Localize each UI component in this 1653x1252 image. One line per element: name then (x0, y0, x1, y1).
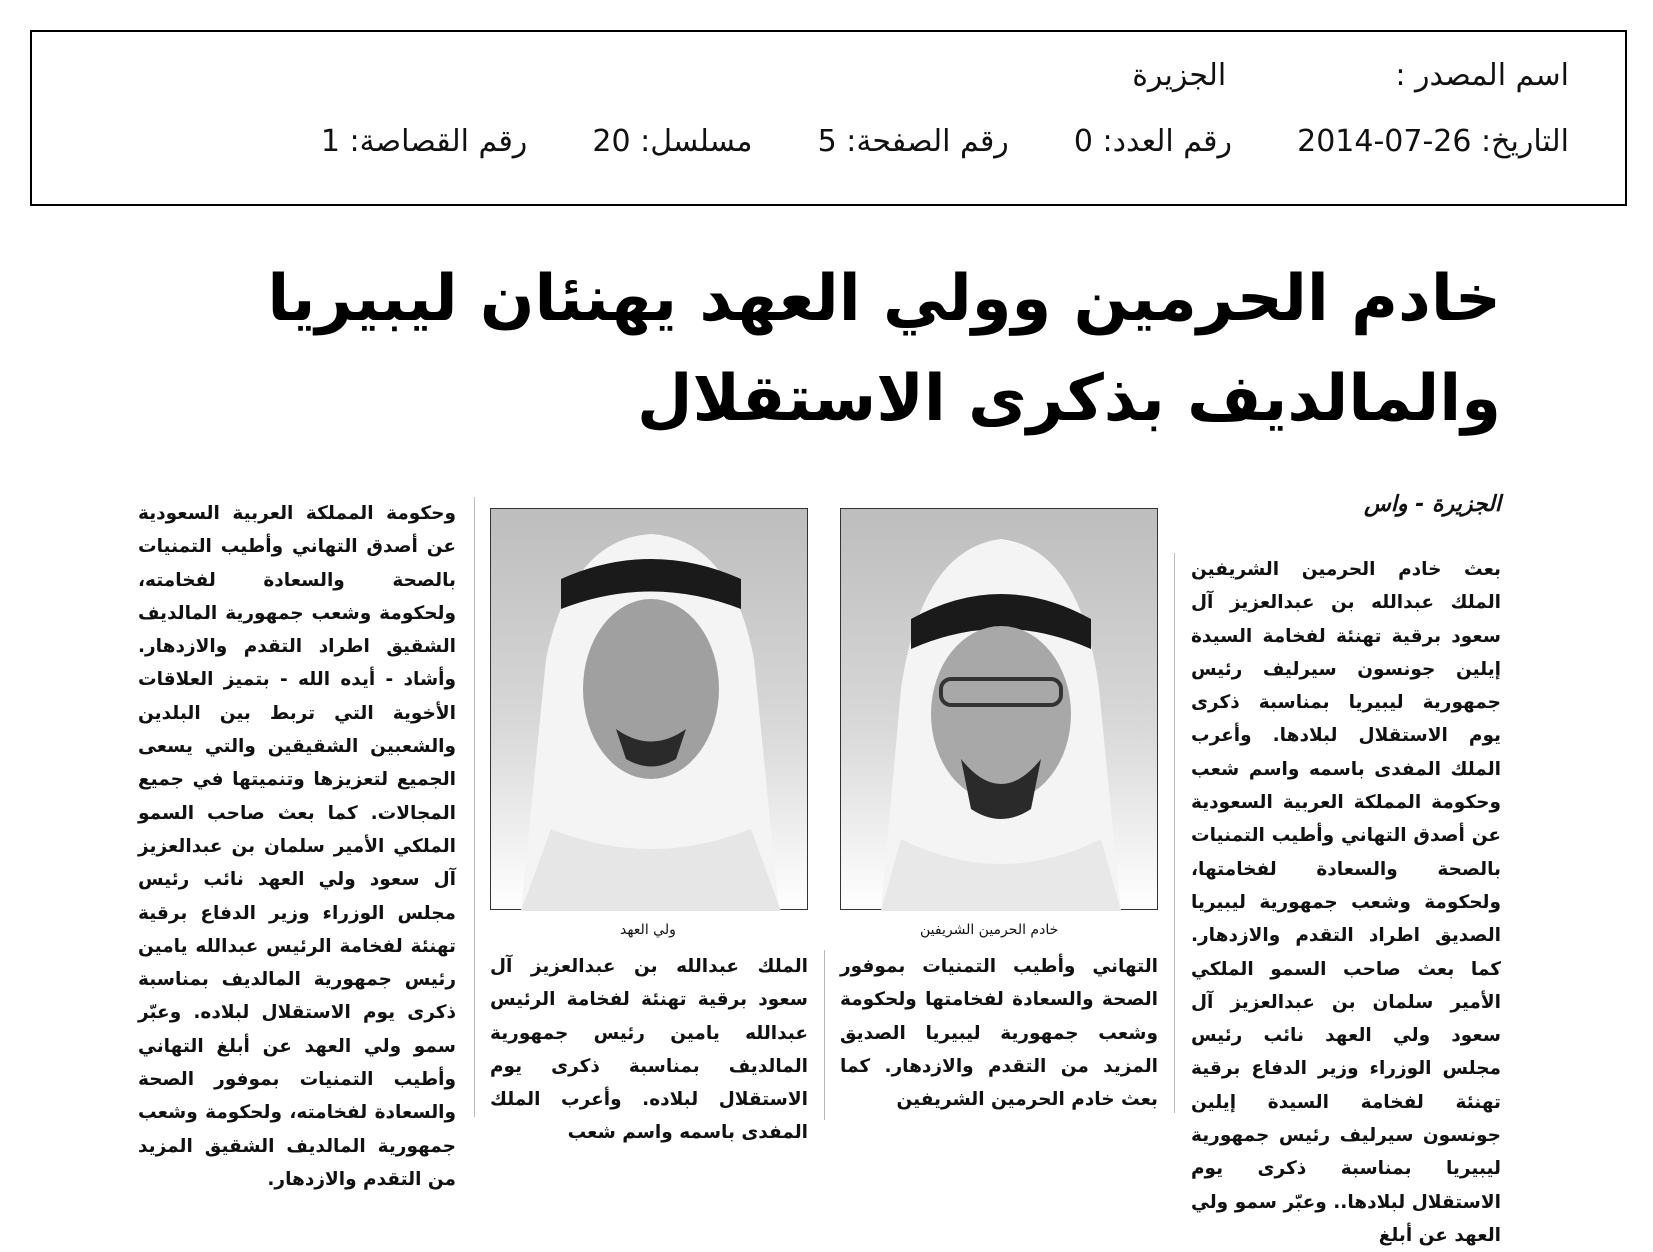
issue-value: 0 (1073, 124, 1093, 159)
page-label: رقم الصفحة: (846, 124, 1009, 159)
column-rule (1174, 553, 1175, 1113)
source-line (1132, 58, 1569, 93)
king-photo (840, 508, 1158, 910)
serial-value: 20 (592, 124, 631, 159)
portrait-king-image (841, 509, 1159, 911)
date-value: 2014-07-26 (1297, 124, 1472, 159)
king-photo-caption: خادم الحرمين الشريفين (920, 922, 1059, 938)
date-label: التاريخ: (1481, 124, 1569, 159)
crown-prince-photo (490, 508, 808, 910)
article-column-4: وحكومة المملكة العربية السعودية عن أصدق التهاني وأطيب التمنيات بالصحة والسعادة لفخامته، ولحكومة وشعب جمهورية المالديف الشقيق اطراد التقدم والازدهار. وأشاد - أيده الله - بتميز العلاقات الأخوية التي تربط بين البلدين والشعبين الشقيقين والتي يسعى الجميع لتعزيزها وتنميتها في جميع المجالات. كما بعث صاحب السمو الملكي الأمير سلمان بن عبدالعزيز آل سعود ولي العهد نائب رئيس مجلس الوزراء وزير الدفاع برقية تهنئة لفخامة الرئيس عبدالله يامين رئيس جمهورية المالديف بمناسبة ذكرى يوم الاستقلال لبلاده. وعبّر سمو ولي العهد عن أبلغ التهاني وأطيب التمنيات بموفور الصحة والسعادة لفخامته، ولحكومة وشعب جمهورية المالديف الشقيق المزيد من التقدم والازدهار. (138, 503, 456, 1190)
issue-info-line (321, 124, 1569, 159)
column-rule (824, 950, 825, 1120)
column-rule (474, 497, 475, 1117)
clip-value: 1 (320, 124, 340, 159)
source-label: اسم المصدر : (1395, 58, 1569, 93)
clipping-metadata-box (30, 30, 1627, 206)
source-value: الجزيرة (1132, 58, 1227, 93)
byline: الجزيرة - واس (1364, 492, 1501, 517)
clip-label: رقم القصاصة: (349, 124, 528, 159)
article-column-2: التهاني وأطيب التمنيات بموفور الصحة والسعادة لفخامتها ولحكومة وشعب جمهورية ليبيريا الصديق المزيد من التقدم والازدهار. كما بعث خادم الحرمين الشريفين (840, 956, 1158, 1111)
serial-label: مسلسل: (640, 124, 753, 159)
article-column-1: بعث خادم الحرمين الشريفين الملك عبدالله بن عبدالعزيز آل سعود برقية تهنئة لفخامة السيدة إيلين جونسون سيرليف رئيس جمهورية ليبيريا بمناسبة ذكرى يوم الاستقلال لبلادها. وأعرب الملك المفدى باسمه واسم شعب وحكومة المملكة العربية السعودية عن أصدق التهاني وأطيب التمنيات بالصحة والسعادة لفخامتها، ولحكومة وشعب جمهورية ليبيريا الصديق اطراد التقدم والازدهار. كما بعث صاحب السمو الملكي الأمير سلمان بن عبدالعزيز آل سعود ولي العهد نائب رئيس مجلس الوزراء وزير الدفاع برقية تهنئة لفخامة السيدة إيلين جونسون سيرليف رئيس جمهورية ليبيريا بمناسبة ذكرى يوم الاستقلال لبلادها.. وعبّر سمو ولي العهد عن أبلغ (1191, 559, 1501, 1246)
crown-prince-photo-caption: ولي العهد (620, 922, 676, 938)
headline-line-1: خادم الحرمين وولي العهد يهنئان ليبيريا (267, 262, 1501, 336)
article-column-3: الملك عبدالله بن عبدالعزيز آل سعود برقية تهنئة لفخامة الرئيس عبدالله يامين رئيس جمهورية المالديف بمناسبة ذكرى يوم الاستقلال لبلاده. وأعرب الملك المفدى باسمه واسم شعب (490, 956, 808, 1144)
headline-line-2: والمالديف بذكرى الاستقلال (636, 362, 1501, 436)
page-value: 5 (817, 124, 837, 159)
issue-label: رقم العدد: (1102, 124, 1233, 159)
portrait-crown-prince-image (491, 509, 809, 911)
